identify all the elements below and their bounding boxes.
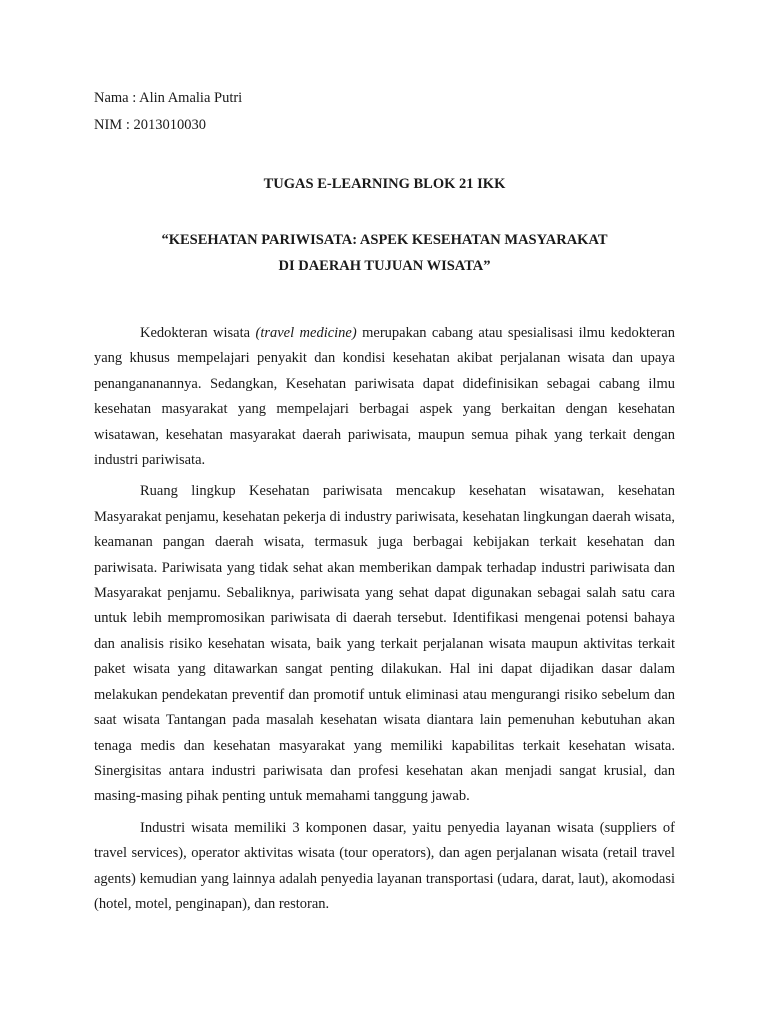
paragraph-1 [94, 321, 675, 473]
essay-title-line-2: DI DAERAH TUJUAN WISATA” [278, 258, 491, 274]
student-nim: NIM : 2013010030 [94, 117, 206, 133]
essay-title [94, 227, 675, 279]
paragraph-1-start: Kedokteran wisata [140, 325, 256, 341]
paragraph-1-rest: merupakan cabang atau spesialisasi ilmu kedokteran yang khusus mempelajari penyakit dan kondisi kesehatan akibat perjalanan wisata dan upaya penangananannya. Sedangkan, Kesehatan pariwisata dapat didefinisikan sebagai cabang ilmu kesehatan masyarakat yang mempelajari berbagai aspek yang berkaitan dengan kesehatan wisatawan, kesehatan masyarakat daerah pariwisata, maupun semua pihak yang terkait dengan industri pariwisata. [94, 325, 675, 469]
student-name: Nama : Alin Amalia Putri [94, 90, 243, 106]
essay-title-line-1: “KESEHATAN PARIWISATA: ASPEK KESEHATAN MASYARAKAT [161, 232, 608, 248]
document-body [94, 86, 675, 917]
assignment-title: TUGAS E-LEARNING BLOK 21 IKK [263, 176, 506, 192]
paragraph-2: Ruang lingkup Kesehatan pariwisata mencakup kesehatan wisatawan, kesehatan Masyarakat penjamu, kesehatan pekerja di industry pariwisata, kesehatan lingkungan daerah wisata, keamanan pangan daerah wisata, termasuk juga berbagai kebijakan terkait kesehatan dan pariwisata. Pariwisata yang tidak sehat akan memberikan dampak terhadap industri pariwisata dan Masyarakat penjamu. Sebaliknya, pariwisata yang sehat dapat digunakan sebagai salah satu cara untuk lebih mempromosikan pariwisata di daerah tersebut. Identifikasi mengenai potensi bahaya dan analisis risiko kesehatan wisata, baik yang terkait perjalanan wisata maupun aktivitas terkait paket wisata yang ditawarkan sangat penting dilakukan. Hal ini dapat dijadikan dasar dalam melakukan pendekatan preventif dan promotif untuk eliminasi atau mengurangi risiko sebelum dan saat wisata Tantangan pada masalah kesehatan wisata diantara lain pemenuhan kebutuhan akan tenaga medis dan kesehatan masyarakat yang memiliki kapabilitas terkait kesehatan wisata. Sinergisitas antara industri pariwisata dan profesi kesehatan akan menjadi sangat krusial, dan masing-masing pihak penting untuk memahami tanggung jawab. [94, 483, 675, 805]
paragraph-3: Industri wisata memiliki 3 komponen dasar, yaitu penyedia layanan wisata (suppliers of travel services), operator aktivitas wisata (tour operators), dan agen perjalanan wisata (retail travel agents) kemudian yang lainnya adalah penyedia layanan transportasi (udara, darat, laut), akomodasi (hotel, motel, penginapan), dan restoran. [94, 819, 675, 912]
paragraph-1-italic-term: (travel medicine) [255, 325, 357, 341]
